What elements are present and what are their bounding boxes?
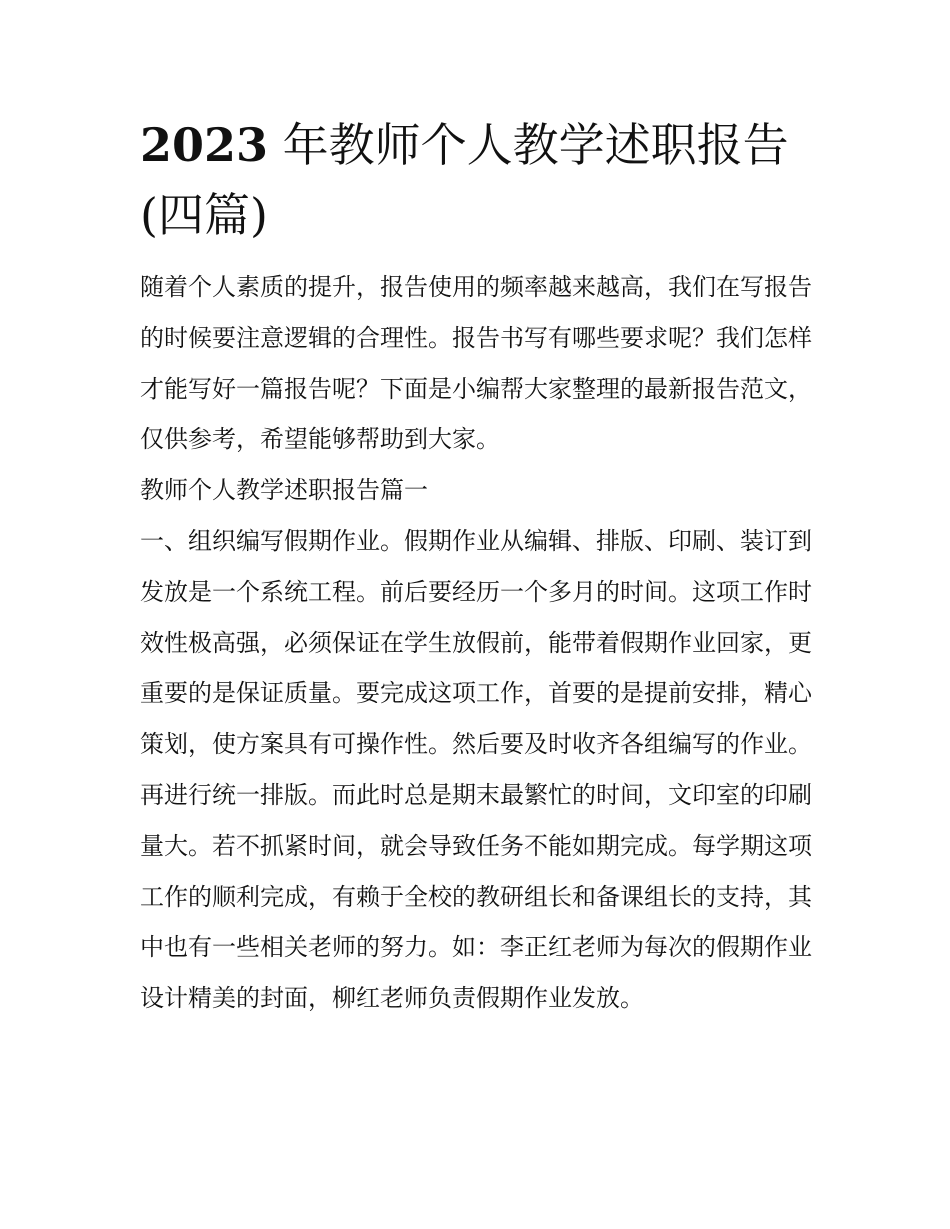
document-title-year: 2023: [140, 118, 269, 172]
section-body-paragraph: 一、组织编写假期作业。假期作业从编辑、排版、印刷、装订到发放是一个系统工程。前后要经历一个多月的时间。这项工作时效性极高强，必须保证在学生放假前，能带着假期作业回家，更重要的是保证质量。要完成这项工作，首要的是提前安排，精心策划，使方案具有可操作性。然后要及时收齐各组编写的作业。再进行统一排版。而此时总是期末最繁忙的时间，文印室的印刷量大。若不抓紧时间，就会导致任务不能如期完成。每学期这项工作的顺利完成，有赖于全校的教研组长和备课组长的支持，其中也有一些相关老师的努力。如：李正红老师为每次的假期作业设计精美的封面，柳红老师负责假期作业发放。: [140, 526, 812, 1013]
intro-paragraph: 随着个人素质的提升，报告使用的频率越来越高，我们在写报告的时候要注意逻辑的合理性。报告书写有哪些要求呢？我们怎样才能写好一篇报告呢？下面是小编帮大家整理的最新报告范文，仅供参考，希望能够帮助到大家。: [140, 273, 812, 454]
document-title-text: 年教师个人教学述职报告(四篇): [140, 118, 789, 242]
document-title: [140, 110, 812, 250]
section-heading: 教师个人教学述职报告篇一: [140, 476, 428, 505]
document-content: [140, 110, 812, 1024]
